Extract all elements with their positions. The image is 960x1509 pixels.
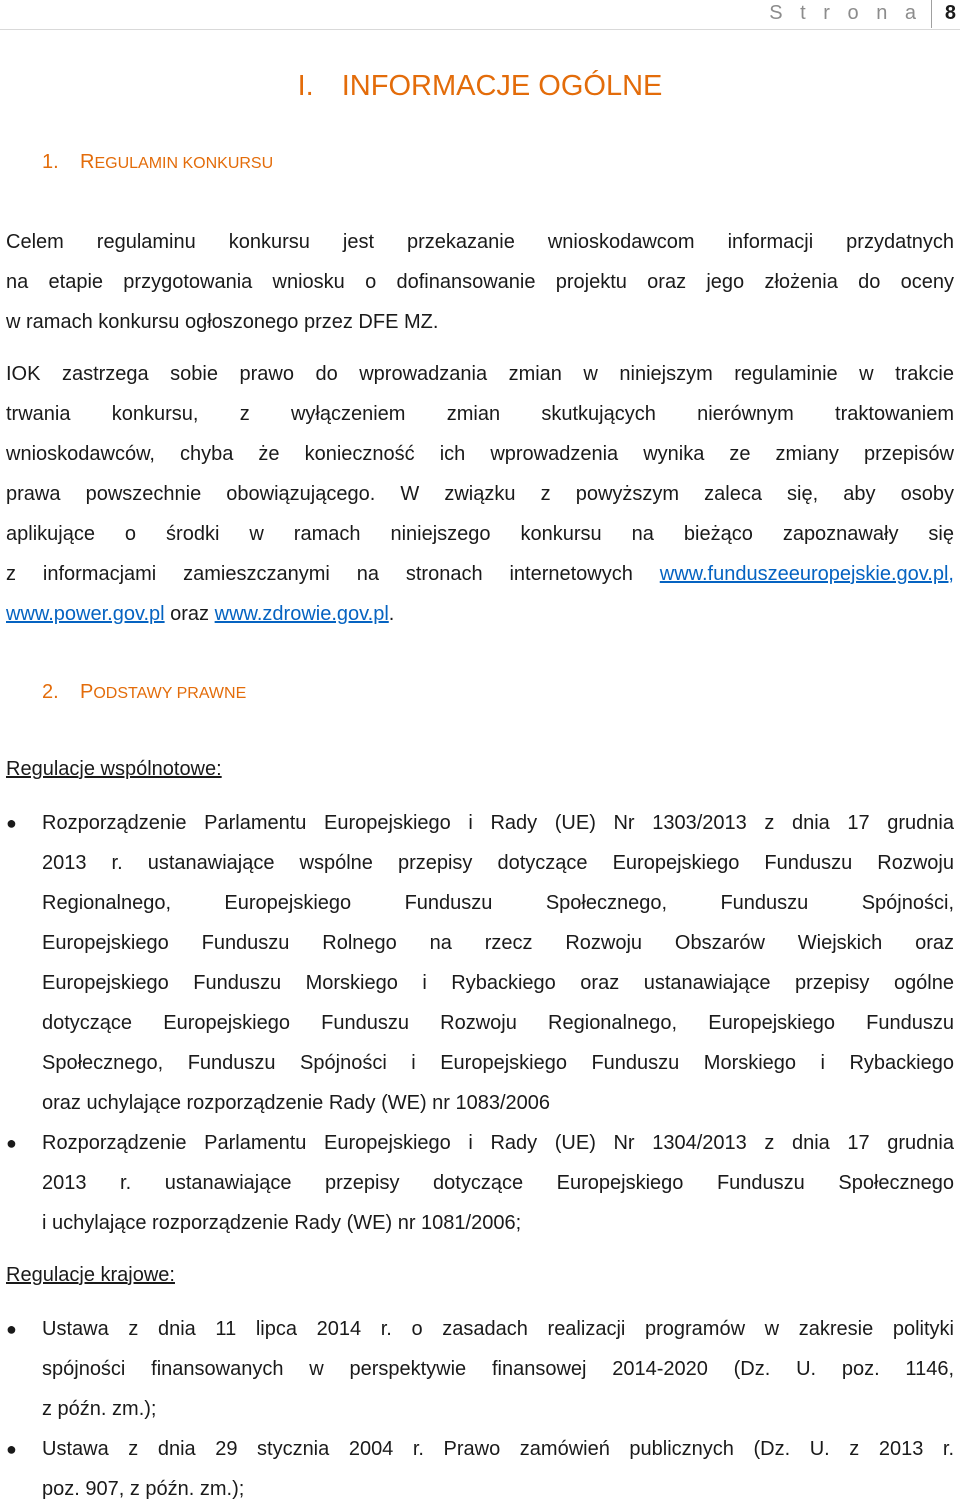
- chapter-title-text: INFORMACJE OGÓLNE: [341, 70, 663, 102]
- list-item: [6, 1309, 954, 1429]
- section-2-initial: P: [80, 681, 94, 703]
- link-end: .: [388, 603, 395, 625]
- section-1-number: 1.: [42, 151, 59, 173]
- national-regulations-heading: Regulacje krajowe:: [6, 1264, 175, 1286]
- bullet-icon: ●: [6, 813, 17, 833]
- text-line: z późn. zm.);: [42, 1398, 157, 1420]
- paragraph-iok-rights: [6, 354, 954, 634]
- text-line: prawa powszechnie obowiązującego. W związku z powyższym zaleca się, aby osoby: [6, 483, 954, 505]
- text-line: Społecznego, Funduszu Spójności i Europejskiego Funduszu Morskiego i Rybackiego: [42, 1052, 954, 1074]
- chapter-number: I.: [297, 70, 314, 102]
- text-line: w ramach konkursu ogłoszonego przez DFE MZ.: [6, 311, 439, 333]
- chapter-title: [0, 70, 960, 103]
- section-1-heading: [42, 151, 273, 174]
- header-separator: [931, 0, 932, 28]
- bullet-icon: ●: [6, 1319, 17, 1339]
- text-line: Regionalnego, Europejskiego Funduszu Społecznego, Funduszu Spójności,: [42, 892, 954, 914]
- page-label: S t r o n a: [769, 2, 922, 24]
- page-number: 8: [944, 2, 956, 24]
- list-item: [6, 1123, 954, 1243]
- text-line: Ustawa z dnia 29 stycznia 2004 r. Prawo zamówień publicznych (Dz. U. z 2013 r.: [42, 1438, 954, 1460]
- text-line: poz. 907, z późn. zm.);: [42, 1478, 245, 1500]
- text-line: dotyczące Europejskiego Funduszu Rozwoju Regionalnego, Europejskiego Funduszu: [42, 1012, 954, 1034]
- section-2-title: ODSTAWY PRAWNE: [93, 685, 247, 702]
- text-line: [6, 554, 954, 594]
- section-1-title: EGULAMIN KONKURSU: [94, 155, 274, 172]
- section-2-heading: [42, 681, 246, 704]
- text-line: Europejskiego Funduszu Morskiego i Rybackiego oraz ustanawiające przepisy ogólne: [42, 972, 954, 994]
- text-line: 2013 r. ustanawiające przepisy dotyczące Europejskiego Funduszu Społecznego: [42, 1172, 954, 1194]
- header-rule: [0, 29, 960, 30]
- text-line: oraz uchylające rozporządzenie Rady (WE) nr 1083/2006: [42, 1092, 551, 1114]
- text-line: wnioskodawców, chyba że konieczność ich wprowadzenia wynika ze zmiany przepisów: [6, 443, 954, 465]
- text-line: Rozporządzenie Parlamentu Europejskiego i Rady (UE) Nr 1303/2013 z dnia 17 grudnia: [42, 812, 954, 834]
- paragraph-purpose: [6, 222, 954, 342]
- link-joiner: oraz: [164, 603, 215, 625]
- text-line: spójności finansowanych w perspektywie finansowej 2014-2020 (Dz. U. poz. 1146,: [42, 1358, 954, 1380]
- section-1-initial: R: [80, 151, 95, 173]
- link-power[interactable]: www.power.gov.pl: [6, 603, 165, 625]
- section-2-number: 2.: [42, 681, 59, 703]
- eu-regulations-heading: Regulacje wspólnotowe:: [6, 758, 222, 780]
- list-item: [6, 803, 954, 1123]
- text-line: i uchylające rozporządzenie Rady (WE) nr 1081/2006;: [42, 1212, 522, 1234]
- text-line-part: z informacjami zamieszczanymi na stronach internetowych: [6, 563, 660, 585]
- text-line: Celem regulaminu konkursu jest przekazanie wnioskodawcom informacji przydatnych: [6, 231, 954, 253]
- text-line: Rozporządzenie Parlamentu Europejskiego i Rady (UE) Nr 1304/2013 z dnia 17 grudnia: [42, 1132, 954, 1154]
- text-line: Europejskiego Funduszu Rolnego na rzecz Rozwoju Obszarów Wiejskich oraz: [42, 932, 954, 954]
- text-line: IOK zastrzega sobie prawo do wprowadzania zmian w niniejszym regulaminie w trakcie: [6, 363, 954, 385]
- text-line: aplikujące o środki w ramach niniejszego konkursu na bieżąco zapoznawały się: [6, 523, 954, 545]
- link-funduszeeuropejskie[interactable]: www.funduszeeuropejskie.gov.pl,: [659, 563, 954, 585]
- page-header: [0, 0, 960, 30]
- text-line: 2013 r. ustanawiające wspólne przepisy dotyczące Europejskiego Funduszu Rozwoju: [42, 852, 954, 874]
- text-line: na etapie przygotowania wniosku o dofinansowanie projektu oraz jego złożenia do oceny: [6, 271, 954, 293]
- bullet-icon: ●: [6, 1133, 17, 1153]
- text-line: Ustawa z dnia 11 lipca 2014 r. o zasadach realizacji programów w zakresie polityki: [42, 1318, 954, 1340]
- text-line: trwania konkursu, z wyłączeniem zmian skutkujących nierównym traktowaniem: [6, 403, 954, 425]
- list-item: [6, 1429, 954, 1509]
- link-zdrowie[interactable]: www.zdrowie.gov.pl: [214, 603, 389, 625]
- bullet-icon: ●: [6, 1439, 17, 1459]
- text-line: [6, 594, 954, 634]
